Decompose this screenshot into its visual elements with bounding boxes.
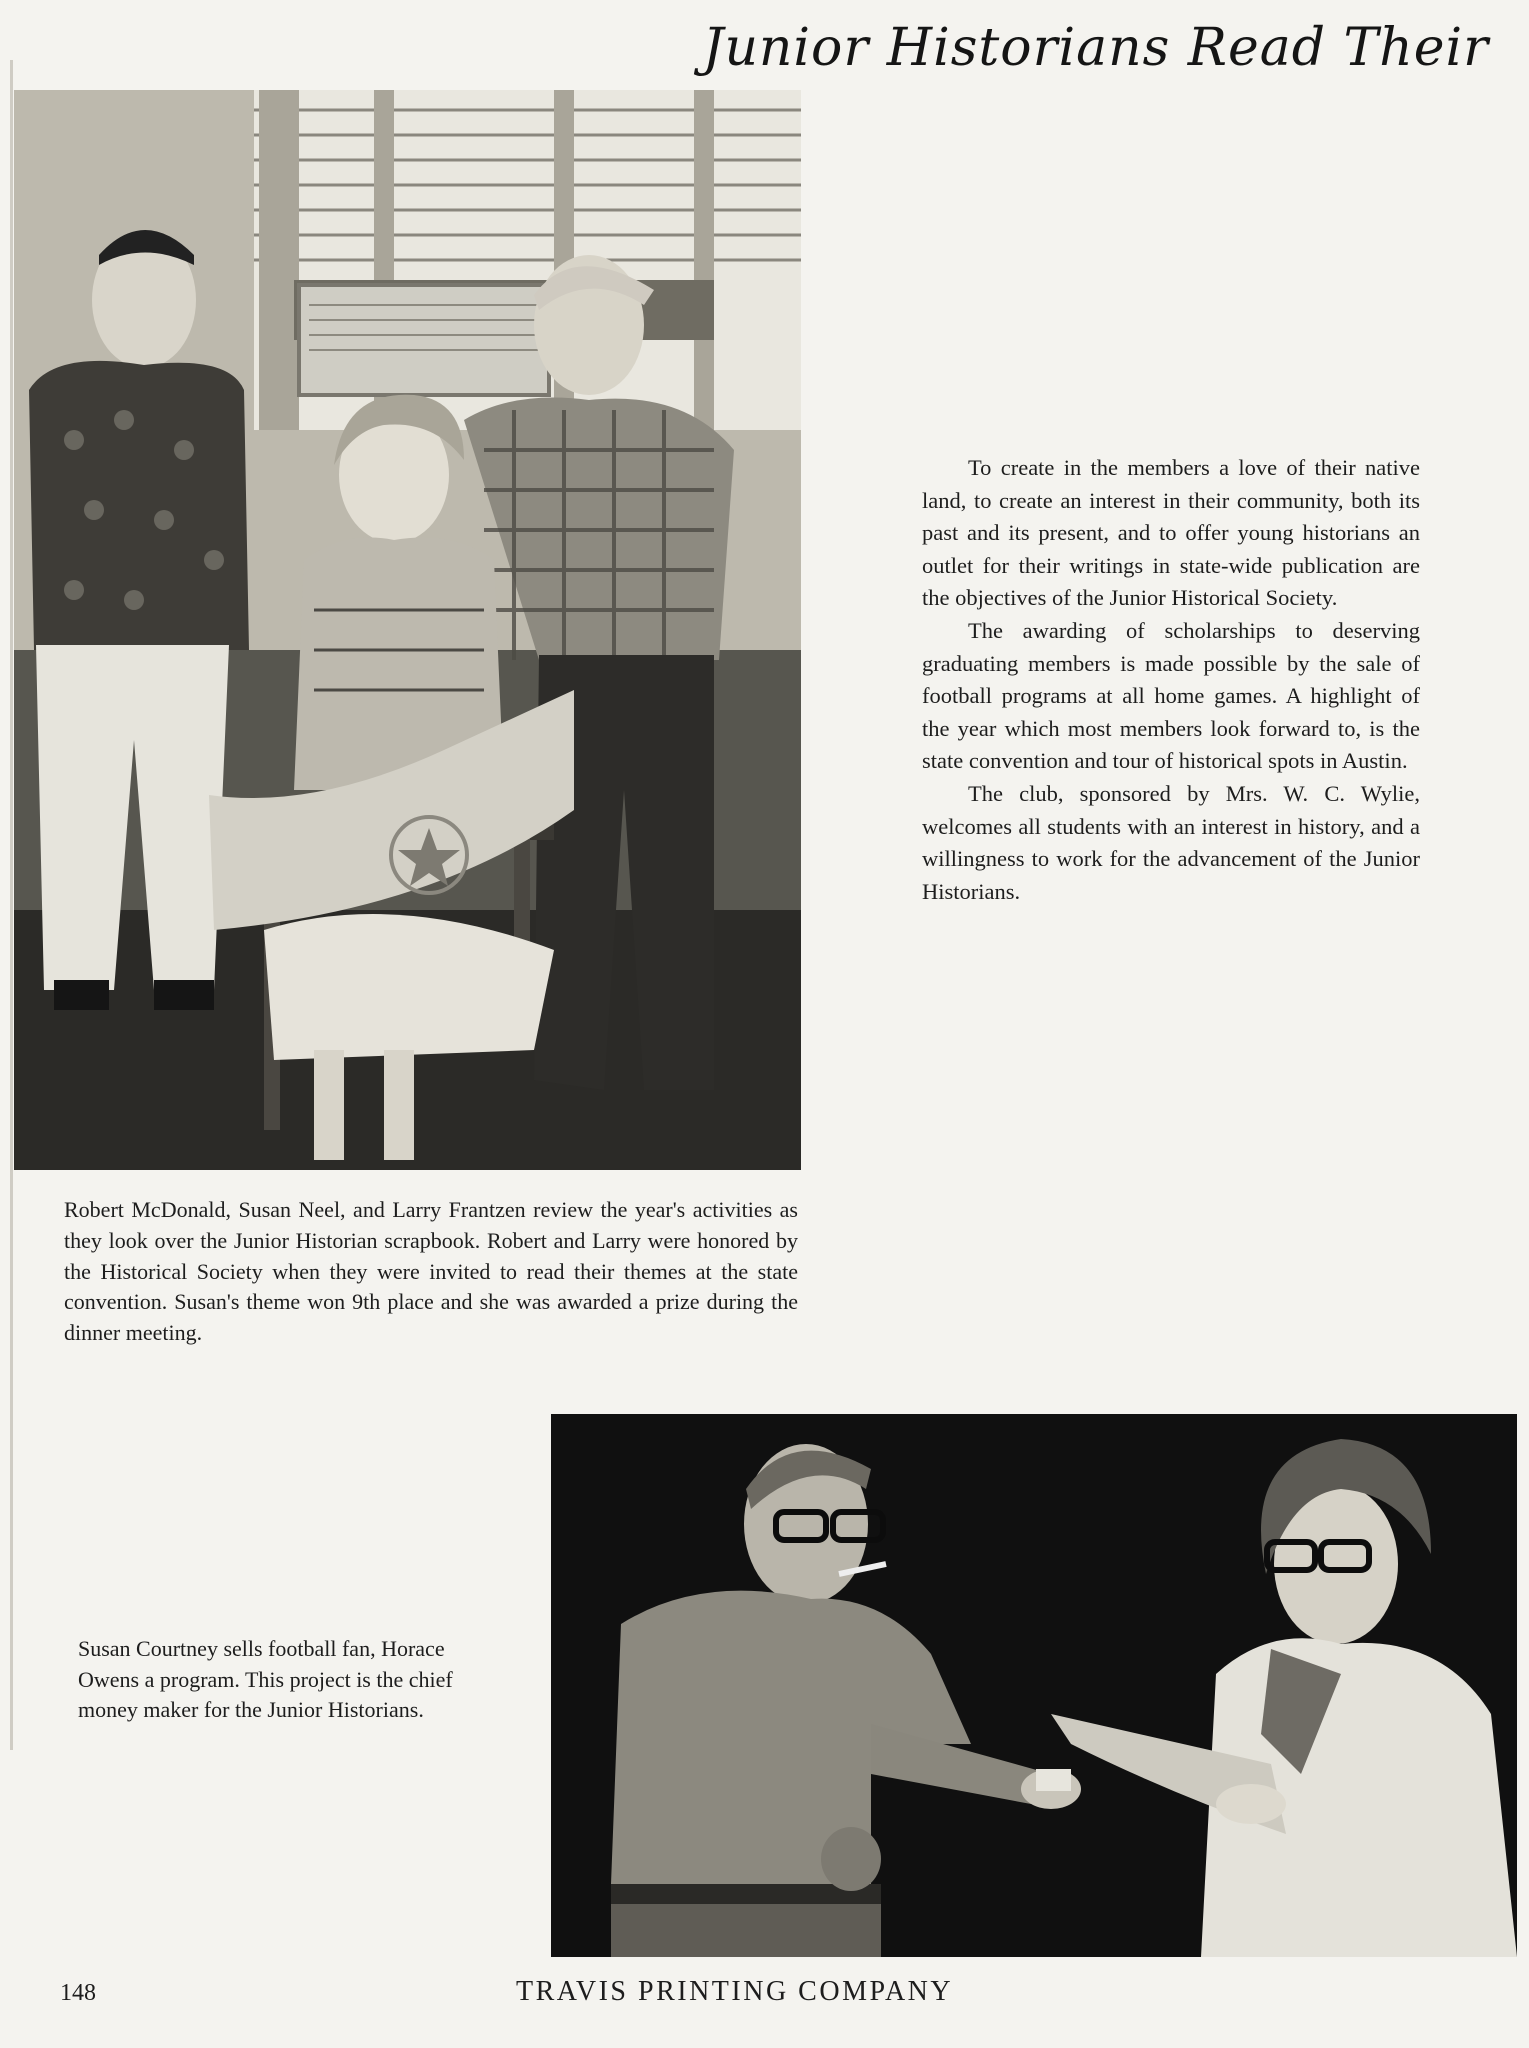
body-paragraph: The awarding of scholarships to deserving graduating members is made possible by the sale of football programs at all home games. A highlight of the year which most members look forward to, is the state convention and tour of historical spots in Austin. — [922, 617, 1420, 774]
photo-caption-program-sale: Susan Courtney sells football fan, Horace Owens a program. This project is the chief money maker for the Junior Historians. — [78, 1636, 453, 1722]
body-paragraph: To create in the members a love of their native land, to create an interest in their community, both its past and its present, and to offer young historians an outlet for their writings in state-wide publication are the objectives of the Junior Historical Society. — [922, 455, 1420, 611]
printer-credit: TRAVIS PRINTING COMPANY — [516, 1976, 954, 2007]
page-number: 148 — [60, 1980, 96, 2006]
article-body — [922, 452, 1420, 908]
photo-program-sale — [551, 1414, 1517, 1957]
photo-caption-scrapbook: Robert McDonald, Susan Neel, and Larry Frantzen review the year's activities as they look over the Junior Historian scrapbook. Robert and Larry were honored by the Historical Society when they were invited to read their themes at the state convention. Susan's theme won 9th place and she was awarded a prize during the dinner meeting. — [64, 1197, 798, 1346]
body-paragraph: The club, sponsored by Mrs. W. C. Wylie, welcomes all students with an interest in history, and a willingness to work for the advancement of the Junior Historians. — [922, 780, 1420, 904]
page-title: Junior Historians Read Their — [702, 18, 1489, 78]
photo-students-scrapbook — [14, 90, 801, 1170]
binding-edge — [10, 60, 13, 1750]
